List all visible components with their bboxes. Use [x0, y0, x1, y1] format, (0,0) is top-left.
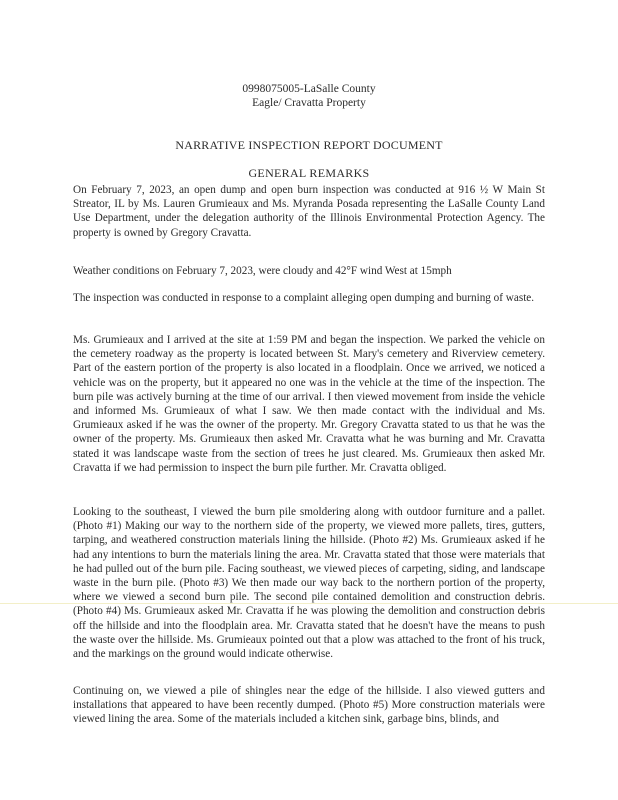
section-heading: GENERAL REMARKS: [248, 166, 370, 180]
property-name-header: Eagle/ Cravatta Property: [252, 97, 366, 109]
paragraph-arrival: Ms. Grumieaux and I arrived at the site at 1:59 PM and began the inspection. We parked the vehicle on the cemetery roadway as the property is located between St. Mary's cemetery and Riverview cemetery. Part of the eastern portion of the property is also located in a floodplain. Once we arrived, we noticed a vehicle was on the property, but it appeared no one was in the vehicle at the time of the inspection. The burn pile was actively burning at the time of our arrival. I then viewed movement from inside the vehicle and informed Ms. Grumieaux of what I saw. We then made contact with the individual and Ms. Grumieaux asked if he was the owner of the property. Mr. Gregory Cravatta stated to us that he was the owner of the property. Ms. Grumieaux then asked Mr. Cravatta what he was burning and Mr. Cravatta stated it was landscape waste from the section of trees he just cleared. Ms. Grumieaux then asked Mr. Cravatta if we had permission to inspect the burn pile further. Mr. Cravatta obliged.: [73, 334, 545, 474]
paragraph-complaint: The inspection was conducted in response to a complaint alleging open dumping and burning of waste.: [73, 292, 535, 304]
paragraph-weather: Weather conditions on February 7, 2023, were cloudy and 42°F wind West at 15mph: [73, 265, 452, 277]
document-title: NARRATIVE INSPECTION REPORT DOCUMENT: [175, 138, 443, 152]
paragraph-continuing: Continuing on, we viewed a pile of shingles near the edge of the hillside. I also viewed gutters and installations that appeared to have been recently dumped. (Photo #5) More construction materials were viewed lining the area. Some of the materials included a kitchen sink, garbage bins, blinds, and: [73, 685, 545, 726]
file-number-header: 0998075005-LaSalle County: [242, 83, 376, 95]
paragraph-observations: Looking to the southeast, I viewed the burn pile smoldering along with outdoor furniture and a pallet. (Photo #1) Making our way to the northern side of the property, we viewed more pallets, tires, gutters, tarping, and weathered construction materials lining the hillside. (Photo #2) Ms. Grumieaux asked if he had any intentions to burn the materials lining the area. Mr. Cravatta stated that those were materials that he had pulled out of the burn pile. Facing southeast, we viewed pieces of carpeting, siding, and landscape waste in the burn pile. (Photo #3) We then made our way back to the northern portion of the property, where we viewed a second burn pile. The second pile contained demolition and construction debris. (Photo #4) Ms. Grumieaux asked Mr. Cravatta if he was plowing the demolition and construction debris off the hillside and into the floodplain area. Mr. Cravatta stated that he doesn't have the means to push the waste over the hillside. Ms. Grumieaux pointed out that a plow was attached to the front of his truck, and the markings on the ground would indicate otherwise.: [73, 506, 545, 661]
paragraph-intro: On February 7, 2023, an open dump and open burn inspection was conducted at 916 ½ W Main St Streator, IL by Ms. Lauren Grumieaux and Ms. Myranda Posada representing the LaSalle County Land Use Department, under the delegation authority of the Illinois Environmental Protection Agency. The property is owned by Gregory Cravatta.: [73, 184, 545, 239]
